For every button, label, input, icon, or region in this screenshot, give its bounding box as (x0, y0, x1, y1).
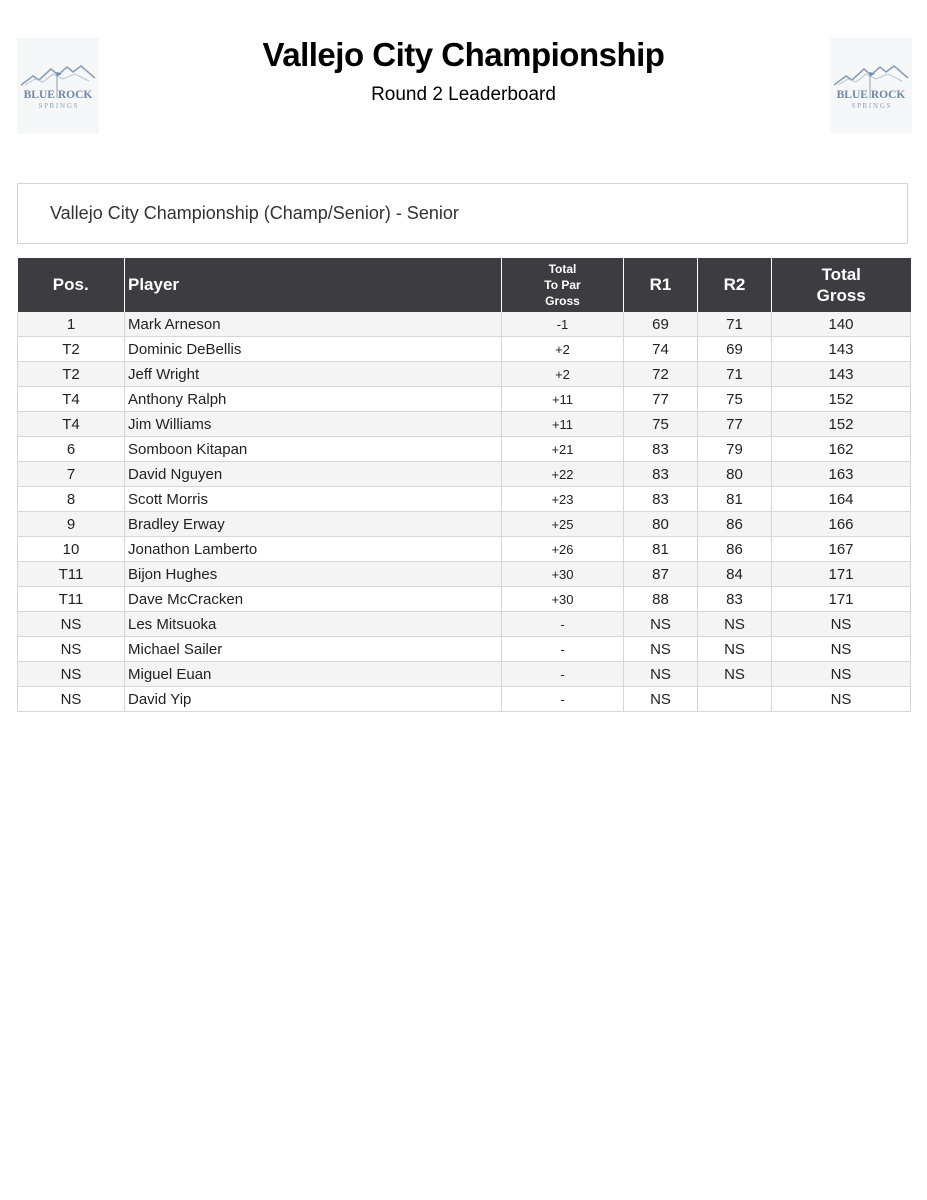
player-name-cell: Bradley Erway (125, 512, 502, 537)
table-row (18, 687, 911, 712)
table-row (18, 437, 911, 462)
position-cell: 8 (18, 487, 125, 512)
table-row (18, 387, 911, 412)
svg-text:S P R I N G S: S P R I N G S (851, 102, 891, 110)
round2-score-cell: NS (698, 612, 772, 637)
position-cell: T4 (18, 387, 125, 412)
total-gross-cell: 171 (772, 587, 911, 612)
total-gross-cell: 143 (772, 337, 911, 362)
column-header-line: Gross (816, 286, 866, 305)
position-cell: 7 (18, 462, 125, 487)
to-par-cell: +11 (502, 387, 624, 412)
player-name-cell: Les Mitsuoka (125, 612, 502, 637)
round2-score-cell: 69 (698, 337, 772, 362)
svg-text:BLUE ROCK: BLUE ROCK (23, 89, 93, 101)
round2-score-cell: 81 (698, 487, 772, 512)
player-name-cell: David Yip (125, 687, 502, 712)
position-cell: T11 (18, 587, 125, 612)
round1-score-cell: NS (624, 637, 698, 662)
to-par-cell: - (502, 637, 624, 662)
to-par-cell: +22 (502, 462, 624, 487)
round1-score-cell: 83 (624, 437, 698, 462)
table-row (18, 662, 911, 687)
to-par-cell: +30 (502, 587, 624, 612)
player-name-cell: Dave McCracken (125, 587, 502, 612)
position-cell: NS (18, 687, 125, 712)
round1-score-cell: 80 (624, 512, 698, 537)
position-cell: 9 (18, 512, 125, 537)
column-header-line: Total (821, 265, 861, 284)
division-title: Vallejo City Championship (Champ/Senior) - Senior (50, 203, 459, 223)
player-name-cell: Bijon Hughes (125, 562, 502, 587)
total-gross-cell: 152 (772, 412, 911, 437)
round2-score-cell: 79 (698, 437, 772, 462)
position-cell: NS (18, 662, 125, 687)
to-par-cell: +2 (502, 362, 624, 387)
column-header-pos: Pos. (18, 258, 125, 312)
table-row (18, 537, 911, 562)
round1-score-cell: NS (624, 662, 698, 687)
to-par-cell: +23 (502, 487, 624, 512)
table-row (18, 337, 911, 362)
column-header-line: Gross (545, 294, 580, 308)
column-header-r2: R2 (698, 258, 772, 312)
player-name-cell: Michael Sailer (125, 637, 502, 662)
round2-score-cell: NS (698, 637, 772, 662)
column-header-line: Total (548, 262, 577, 276)
total-gross-cell: NS (772, 662, 911, 687)
round1-score-cell: 77 (624, 387, 698, 412)
round2-score-cell: 77 (698, 412, 772, 437)
division-panel (17, 183, 908, 244)
position-cell: T11 (18, 562, 125, 587)
page-subtitle: Round 2 Leaderboard (371, 84, 556, 105)
leaderboard-table (17, 258, 911, 712)
position-cell: 6 (18, 437, 125, 462)
round2-score-cell: 75 (698, 387, 772, 412)
table-row (18, 412, 911, 437)
round2-score-cell (698, 687, 772, 712)
to-par-cell: - (502, 662, 624, 687)
table-row (18, 362, 911, 387)
total-gross-cell: 143 (772, 362, 911, 387)
to-par-cell: +21 (502, 437, 624, 462)
round1-score-cell: 83 (624, 462, 698, 487)
svg-text:S P R I N G S: S P R I N G S (38, 102, 78, 110)
table-row (18, 612, 911, 637)
position-cell: T2 (18, 362, 125, 387)
column-header-player: Player (125, 258, 502, 312)
to-par-cell: +2 (502, 337, 624, 362)
total-gross-cell: 163 (772, 462, 911, 487)
table-row (18, 587, 911, 612)
total-gross-cell: NS (772, 637, 911, 662)
table-row (18, 512, 911, 537)
table-row (18, 637, 911, 662)
player-name-cell: Jim Williams (125, 412, 502, 437)
round2-score-cell: 83 (698, 587, 772, 612)
position-cell: 10 (18, 537, 125, 562)
total-gross-cell: 152 (772, 387, 911, 412)
column-header-r1: R1 (624, 258, 698, 312)
table-row (18, 312, 911, 337)
round2-score-cell: 86 (698, 537, 772, 562)
position-cell: 1 (18, 312, 125, 337)
page-title: Vallejo City Championship (262, 36, 665, 73)
to-par-cell: +25 (502, 512, 624, 537)
player-name-cell: Dominic DeBellis (125, 337, 502, 362)
position-cell: T4 (18, 412, 125, 437)
round1-score-cell: 74 (624, 337, 698, 362)
round2-score-cell: 84 (698, 562, 772, 587)
round1-score-cell: NS (624, 687, 698, 712)
round1-score-cell: 69 (624, 312, 698, 337)
to-par-cell: - (502, 687, 624, 712)
round1-score-cell: 72 (624, 362, 698, 387)
total-gross-cell: 171 (772, 562, 911, 587)
player-name-cell: Somboon Kitapan (125, 437, 502, 462)
table-header-row (18, 258, 911, 312)
total-gross-cell: 166 (772, 512, 911, 537)
total-gross-cell: 164 (772, 487, 911, 512)
player-name-cell: David Nguyen (125, 462, 502, 487)
round2-score-cell: 71 (698, 312, 772, 337)
total-gross-cell: 162 (772, 437, 911, 462)
to-par-cell: +30 (502, 562, 624, 587)
table-row (18, 562, 911, 587)
round1-score-cell: 81 (624, 537, 698, 562)
round2-score-cell: 80 (698, 462, 772, 487)
player-name-cell: Miguel Euan (125, 662, 502, 687)
round1-score-cell: 87 (624, 562, 698, 587)
svg-text:BLUE ROCK: BLUE ROCK (836, 89, 906, 101)
to-par-cell: +11 (502, 412, 624, 437)
round1-score-cell: 88 (624, 587, 698, 612)
round1-score-cell: 75 (624, 412, 698, 437)
to-par-cell: - (502, 612, 624, 637)
player-name-cell: Anthony Ralph (125, 387, 502, 412)
column-header-line: To Par (544, 278, 581, 292)
total-gross-cell: NS (772, 612, 911, 637)
table-row (18, 487, 911, 512)
round1-score-cell: NS (624, 612, 698, 637)
position-cell: NS (18, 612, 125, 637)
total-gross-cell: 140 (772, 312, 911, 337)
position-cell: NS (18, 637, 125, 662)
column-header-total-to-par-gross (502, 258, 624, 312)
total-gross-cell: NS (772, 687, 911, 712)
player-name-cell: Scott Morris (125, 487, 502, 512)
column-header-total-gross (772, 258, 911, 312)
round2-score-cell: 71 (698, 362, 772, 387)
position-cell: T2 (18, 337, 125, 362)
player-name-cell: Mark Arneson (125, 312, 502, 337)
round1-score-cell: 83 (624, 487, 698, 512)
round2-score-cell: 86 (698, 512, 772, 537)
to-par-cell: +26 (502, 537, 624, 562)
table-row (18, 462, 911, 487)
total-gross-cell: 167 (772, 537, 911, 562)
round2-score-cell: NS (698, 662, 772, 687)
to-par-cell: -1 (502, 312, 624, 337)
player-name-cell: Jonathon Lamberto (125, 537, 502, 562)
player-name-cell: Jeff Wright (125, 362, 502, 387)
